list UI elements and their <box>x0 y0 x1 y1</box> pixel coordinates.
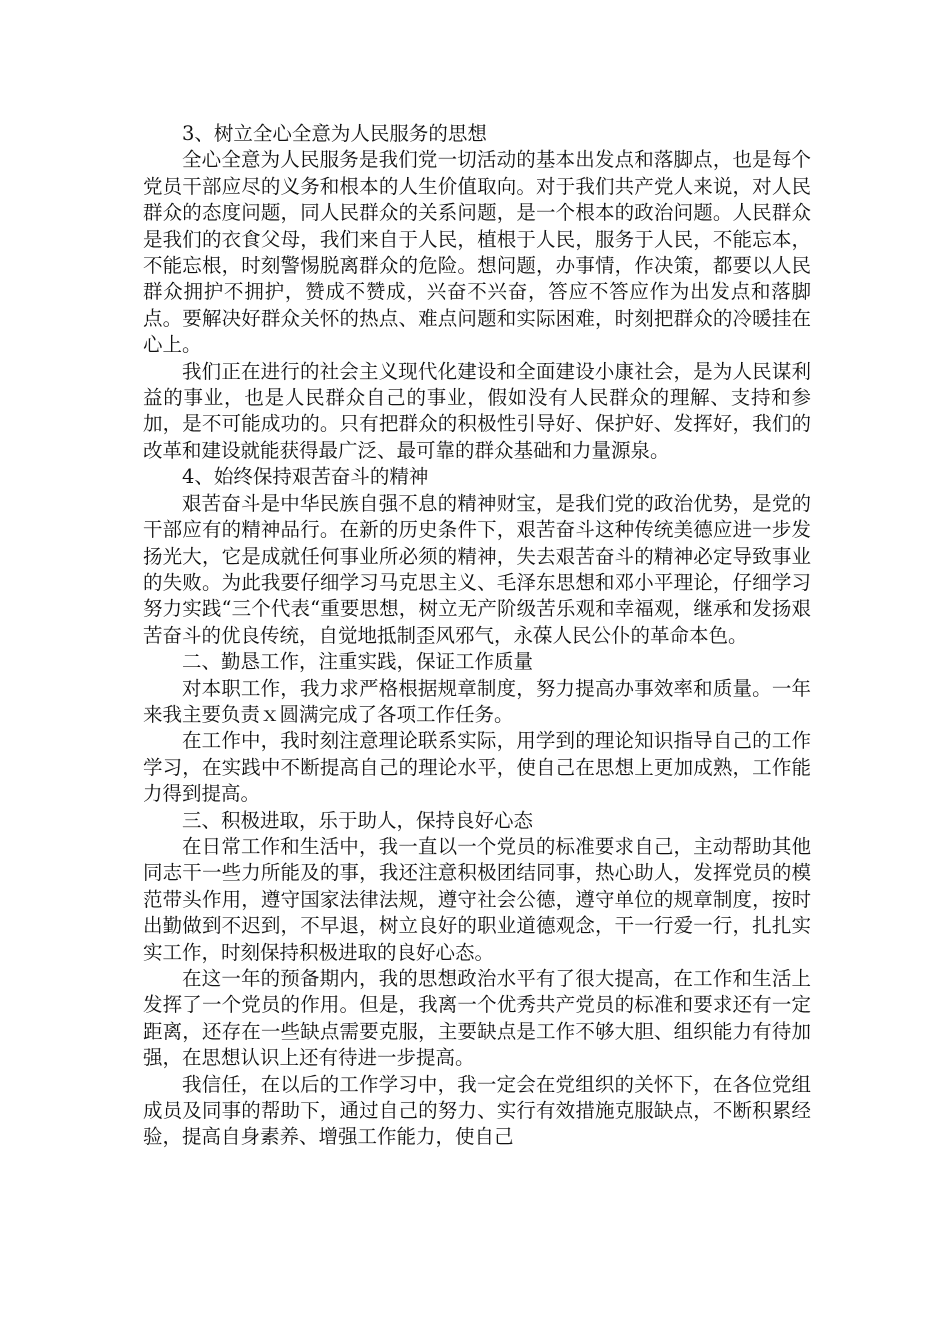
paragraph-serve-people: 全心全意为人民服务是我们党一切活动的基本出发点和落脚点，也是每个党员干部应尽的义务和根本的人生价值取向。对于我们共产党人来说，对人民群众的态度问题，同人民群众的关系问题，是一个根本的政治问题。人民群众是我们的衣食父母，我们来自于人民，植根于人民，服务于人民，不能忘本，不能忘根，时刻警惕脱离群众的危险。想问题，办事情，作决策，都要以人民群众拥护不拥护，赞成不赞成，兴奋不兴奋，答应不答应作为出发点和落脚点。要解决好群众关怀的热点、难点问题和实际困难，时刻把群众的冷暖挂在心上。 <box>143 148 811 357</box>
section-heading-hard-work: 4、始终保持艰苦奋斗的精神 <box>182 465 429 489</box>
document-body <box>143 121 811 1151</box>
paragraph-modernization: 我们正在进行的社会主义现代化建设和全面建设小康社会，是为人民谋利益的事业，也是人民群众自己的事业，假如没有人民群众的理解、支持和参加，是不可能成功的。只有把群众的积极性引导好、保护好、发挥好，我们的改革和建设就能获得最广泛、最可靠的群众基础和力量源泉。 <box>143 359 811 462</box>
paragraph-hard-work: 艰苦奋斗是中华民族自强不息的精神财宝，是我们党的政治优势，是党的干部应有的精神品行。在新的历史条件下，艰苦奋斗这种传统美德应进一步发扬光大，它是成就任何事业所必须的精神，失去艰苦奋斗的精神必定导致事业的失败。为此我要仔细学习马克思主义、毛泽东思想和邓小平理论，仔细学习努力实践“三个代表“重要思想，树立无产阶级苦乐观和幸福观，继承和发扬艰苦奋斗的优良传统，自觉地抵制歪风邪气，永葆人民公仆的革命本色。 <box>143 491 811 647</box>
paragraph-probation-review: 在这一年的预备期内，我的思想政治水平有了很大提高，在工作和生活上发挥了一个党员的作用。但是，我离一个优秀共产党员的标准和要求还有一定距离，还存在一些缺点需要克服，主要缺点是工作不够大胆、组织能力有待加强，在思想认识上还有待进一步提高。 <box>143 967 811 1070</box>
section-heading-serve-people: 3、树立全心全意为人民服务的思想 <box>182 122 487 145</box>
paragraph-daily-work: 在日常工作和生活中，我一直以一个党员的标准要求自己，主动帮助其他同志干一些力所能及的事，我还注意积极团结同事，热心助人，发挥党员的模范带头作用，遵守国家法律法规，遵守社会公德，遵守单位的规章制度，按时出勤做到不迟到，不早退，树立良好的职业道德观念，干一行爱一行，扎扎实实工作，时刻保持积极进取的良好心态。 <box>143 834 811 964</box>
section-heading-diligent-work: 二、勤恳工作，注重实践，保证工作质量 <box>182 650 534 674</box>
paragraph-theory-practice: 在工作中，我时刻注意理论联系实际，用学到的理论知识指导自己的工作学习，在实践中不断提高自己的理论水平，使自己在思想上更加成熟，工作能力得到提高。 <box>143 729 811 806</box>
section-heading-positive-attitude: 三、积极进取，乐于助人，保持良好心态 <box>182 808 534 832</box>
paragraph-job-duties: 对本职工作，我力求严格根据规章制度，努力提高办事效率和质量。一年来我主要负责ｘ圆满完成了各项工作任务。 <box>143 676 811 726</box>
paragraph-closing: 我信任，在以后的工作学习中，我一定会在党组织的关怀下，在各位党组成员及同事的帮助下，通过自己的努力、实行有效措施克服缺点，不断积累经验，提高自身素养、增强工作能力，使自己 <box>143 1072 811 1149</box>
